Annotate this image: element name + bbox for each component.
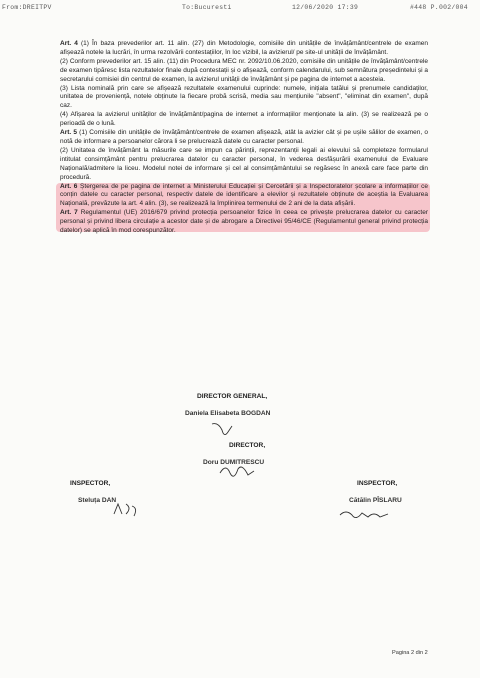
fax-date: 12/06/2020 17:39 [292, 4, 359, 11]
article-6-paragraph [60, 183, 428, 210]
inspector-right-name: Cătălin PÎSLARU [349, 497, 402, 504]
article-5-text-1: (1) Comisiile din unitățile de învățământ/centrele de examen afișează, atât la avizier cât și pe ușile sălilor de examen, o notă de informare a persoanelor cărora li se prelucrează datele cu caracter personal. [60, 129, 429, 145]
inspector-right-title: INSPECTOR, [357, 480, 398, 487]
signature-scribble-3 [110, 500, 140, 520]
article-4-title: Art. 4 [60, 40, 78, 47]
article-7-text: Regulamentul (UE) 2016/679 privind protecția persoanelor fizice în ceea ce privește prelucrarea datelor cu caracter personal și privind libera circulație a acestor date și de abrogare a Directivei 95/46/CE (Regulamentul general privind protecția datelor) se aplică în mod corespunzător. [60, 209, 428, 235]
signature-scribble-2 [218, 461, 258, 481]
article-6-title: Art. 6 [60, 182, 78, 190]
inspector-left-name: Steluța DAN [78, 497, 117, 504]
article-4-paragraph-2: (2) Conform prevederilor art. 15 alin. (11) din Procedura MEC nr. 2092/10.06.2020, comisiile din unitățile de învățământ/centrele de examen tipăresc lista rezultatelor finale după contestații și o afișează, conform calendarului, sub semnătura președintelui și a secretarului comisiei din centrul de examen, la avizierul unității de învățământ și pe pagina de internet a acesteia. [60, 57, 428, 83]
fax-from: From:DREITPV [2, 4, 52, 11]
inspector-left-title: INSPECTOR, [70, 480, 111, 487]
article-7-title: Art. 7 [60, 209, 78, 217]
fax-header [0, 4, 480, 16]
article-5-paragraph-1 [60, 129, 428, 147]
article-4-paragraph-4: (4) Afișarea la avizierul unităților de învățământ/pagina de internet a informațiilor menționate la alin. (3) se realizează pe o perioadă de o lună. [60, 111, 428, 128]
fax-to: To:Bucuresti [182, 4, 232, 11]
director-name: Doru DUMITRESCU [203, 459, 265, 466]
director-general-name: Daniela Elisabeta BOGDAN [185, 410, 271, 417]
article-5-title: Art. 5 [60, 129, 77, 137]
article-5-paragraph-2: (2) Unitatea de învățământ la măsurile care se impun ca părinții, reprezentanții legali ai elevului să completeze formularul intitulat consimțământ pentru prelucrarea datelor cu caracter personal, în vederea desfășurării examenului de Evaluare Națională/admitere la liceu. Modelul notei de informare și cel al consimțământului se regăsesc în anexă care face parte din procedură. [60, 146, 428, 181]
signature-scribble-1 [208, 420, 238, 442]
document-body [60, 40, 428, 236]
fax-page: #448 P.002/004 [410, 4, 468, 11]
article-4-text-1: (1) În baza prevederilor art. 11 alin. (27) din Metodologie, comisiile din unitățile de învățământ/centrele de examen afișează notele la lucrări, în urma rezolvării contestațiilor, în loc vizibil, la avizierul/ pe site-ul unității de învățământ. [60, 40, 429, 56]
article-4-paragraph-1 [60, 40, 428, 58]
signature-scribble-4 [338, 505, 394, 525]
director-general-title: DIRECTOR GENERAL, [197, 393, 268, 400]
page-number: Pagina 2 din 2 [392, 650, 428, 656]
article-6-text: Ștergerea de pe pagina de internet a Ministerului Educației și Cercetării și a Inspectoratelor școlare a informațiilor ce conțin datele cu caracter personal, respectiv datele de identificare a elevilor și rezultatele obținute de aceștia la Evaluarea Națională, prevăzute la art. 4 alin. (3), se realizează la împlinirea termenului de 2 ani de la data afișării. [60, 182, 428, 208]
director-title: DIRECTOR, [229, 442, 266, 449]
article-7-paragraph [60, 209, 428, 236]
article-4-paragraph-3: (3) Lista nominală prin care se afișează rezultatele examenului cuprinde: numele, inițiala tatălui și prenumele candidaților, unitatea de proveniență, notele obținute la fiecare probă scrisă, media sau mențiunile "absent", "eliminat din examen", după caz. [60, 84, 428, 110]
